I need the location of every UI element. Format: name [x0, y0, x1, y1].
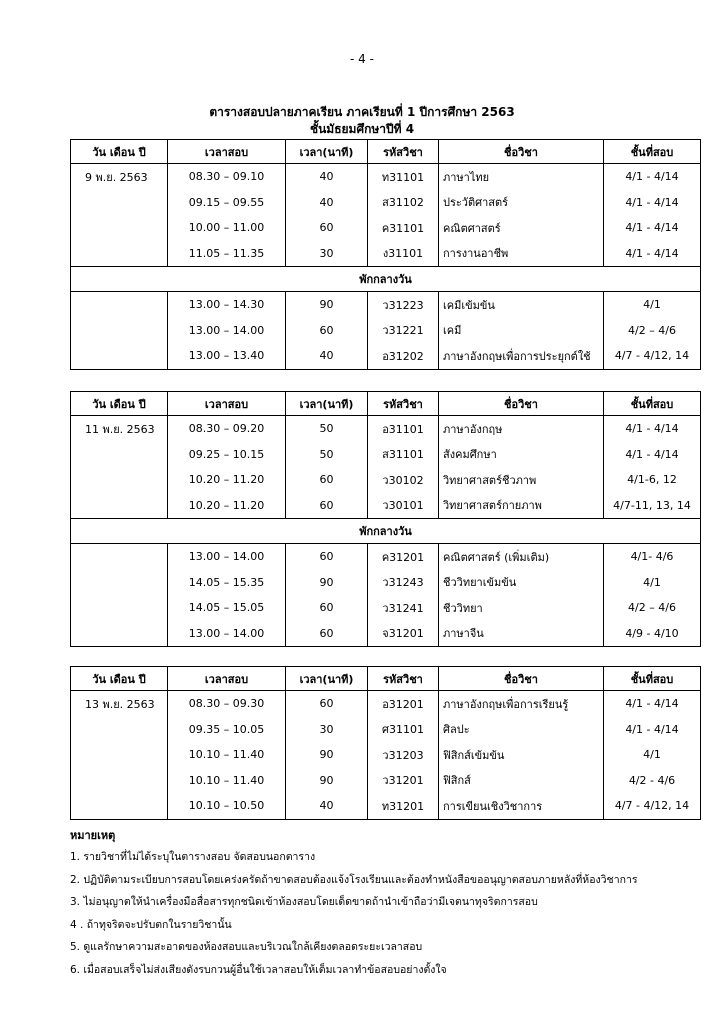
exam-minutes: 30: [286, 717, 368, 743]
table-row: [71, 717, 701, 743]
exam-classes: 4/1: [604, 570, 701, 596]
exam-time: 13.00 – 14.00: [168, 318, 286, 344]
minutes-header: เวลา(นาที): [286, 140, 368, 164]
header-row: [71, 392, 701, 416]
subject-name: การเขียนเชิงวิชาการ: [439, 793, 604, 819]
exam-time: 13.00 – 13.40: [168, 343, 286, 369]
table-row: [71, 164, 701, 190]
exam-classes: 4/1 - 4/14: [604, 164, 701, 190]
exam-classes: 4/7-11, 13, 14: [604, 493, 701, 519]
exam-minutes: 60: [286, 621, 368, 647]
lunch-break-row: [71, 267, 701, 292]
exam-time: 08.30 – 09.10: [168, 164, 286, 190]
table-row: [71, 343, 701, 369]
exam-minutes: 40: [286, 343, 368, 369]
subject-name: ภาษาไทย: [439, 164, 604, 190]
subject-name: ฟิสิกส์เข้มข้น: [439, 742, 604, 768]
exam-time: 10.10 – 11.40: [168, 768, 286, 794]
table-row: [71, 190, 701, 216]
exam-time: 14.05 – 15.35: [168, 570, 286, 596]
code-header: รหัสวิชา: [368, 392, 439, 416]
subject-name: ฟิสิกส์: [439, 768, 604, 794]
exam-minutes: 60: [286, 691, 368, 717]
subject-code: ว30102: [368, 467, 439, 493]
time-header: เวลาสอบ: [168, 392, 286, 416]
exam-date: [71, 493, 168, 519]
exam-date: [71, 467, 168, 493]
subject-name: ศิลปะ: [439, 717, 604, 743]
exam-minutes: 50: [286, 416, 368, 442]
exam-minutes: 30: [286, 241, 368, 267]
subject-name: เคมีเข้มข้น: [439, 292, 604, 318]
subject-code: ค31201: [368, 544, 439, 570]
subject-name: วิทยาศาสตร์ชีวภาพ: [439, 467, 604, 493]
exam-minutes: 40: [286, 164, 368, 190]
exam-date: [71, 793, 168, 819]
exam-date: [71, 544, 168, 570]
subject-name: คณิตศาสตร์ (เพิ่มเติม): [439, 544, 604, 570]
exam-classes: 4/2 – 4/6: [604, 318, 701, 344]
subject-name: ชีววิทยาเข้มข้น: [439, 570, 604, 596]
table-row: [71, 318, 701, 344]
note-item: 6. เมื่อสอบเสร็จไม่ส่งเสียงดังรบกวนผู้อื่นใช้เวลาสอบให้เต็มเวลาทำข้อสอบอย่างตั้งใจ: [70, 963, 447, 976]
exam-time: 13.00 – 14.00: [168, 544, 286, 570]
date-header: วัน เดือน ปี: [71, 392, 168, 416]
classes-header: ชั้นที่สอบ: [604, 667, 701, 691]
exam-classes: 4/7 - 4/12, 14: [604, 793, 701, 819]
exam-classes: 4/1: [604, 742, 701, 768]
subject-name: ประวัติศาสตร์: [439, 190, 604, 216]
exam-classes: 4/7 - 4/12, 14: [604, 343, 701, 369]
exam-time: 09.35 – 10.05: [168, 717, 286, 743]
table-row: [71, 768, 701, 794]
exam-classes: 4/1 - 4/14: [604, 416, 701, 442]
date-header: วัน เดือน ปี: [71, 667, 168, 691]
subject-code: ค31101: [368, 215, 439, 241]
exam-classes: 4/1 - 4/14: [604, 241, 701, 267]
subject-name: การงานอาชีพ: [439, 241, 604, 267]
subject-header: ชื่อวิชา: [439, 392, 604, 416]
lunch-break-label: พักกลางวัน: [71, 519, 701, 544]
grade-level-title: ชั้นมัธยมศึกษาปีที่ 4: [309, 122, 415, 136]
subject-code: อ31202: [368, 343, 439, 369]
exam-date: [71, 241, 168, 267]
exam-date: [71, 190, 168, 216]
exam-minutes: 90: [286, 768, 368, 794]
subject-name: สังคมศึกษา: [439, 442, 604, 468]
exam-classes: 4/9 - 4/10: [604, 621, 701, 647]
subject-name: ชีววิทยา: [439, 595, 604, 621]
exam-table-2: [70, 391, 701, 647]
exam-date: [71, 215, 168, 241]
exam-time: 13.00 – 14.00: [168, 621, 286, 647]
notes-list: [70, 846, 710, 981]
exam-date: [71, 595, 168, 621]
subject-name: คณิตศาสตร์: [439, 215, 604, 241]
exam-classes: 4/2 – 4/6: [604, 595, 701, 621]
exam-minutes: 60: [286, 544, 368, 570]
table-row: [71, 544, 701, 570]
exam-minutes: 60: [286, 467, 368, 493]
subject-code: ส31102: [368, 190, 439, 216]
subject-code: ท31101: [368, 164, 439, 190]
exam-time: 14.05 – 15.05: [168, 595, 286, 621]
note-item: 1. รายวิชาที่ไม่ได้ระบุในตารางสอบ จัดสอบนอกตาราง: [70, 851, 316, 863]
table-row: [71, 467, 701, 493]
exam-date: 13 พ.ย. 2563: [71, 691, 168, 717]
time-header: เวลาสอบ: [168, 667, 286, 691]
exam-date: [71, 717, 168, 743]
exam-classes: 4/1 - 4/14: [604, 442, 701, 468]
code-header: รหัสวิชา: [368, 140, 439, 164]
table-row: [71, 215, 701, 241]
subject-code: อ31201: [368, 691, 439, 717]
exam-time: 09.25 – 10.15: [168, 442, 286, 468]
exam-classes: 4/1-6, 12: [604, 467, 701, 493]
table-row: [71, 241, 701, 267]
exam-time: 09.15 – 09.55: [168, 190, 286, 216]
exam-table-1: [70, 139, 701, 370]
subject-code: ว31223: [368, 292, 439, 318]
table-row: [71, 493, 701, 519]
exam-date: [71, 318, 168, 344]
subject-code: ท31201: [368, 793, 439, 819]
table-row: [71, 742, 701, 768]
exam-minutes: 60: [286, 318, 368, 344]
subject-code: ศ31101: [368, 717, 439, 743]
subject-code: ว31203: [368, 742, 439, 768]
table-row: [71, 595, 701, 621]
code-header: รหัสวิชา: [368, 667, 439, 691]
exam-minutes: 60: [286, 595, 368, 621]
minutes-header: เวลา(นาที): [286, 667, 368, 691]
exam-classes: 4/1: [604, 292, 701, 318]
date-header: วัน เดือน ปี: [71, 140, 168, 164]
subject-code: ว31201: [368, 768, 439, 794]
subject-name: เคมี: [439, 318, 604, 344]
subject-code: ง31101: [368, 241, 439, 267]
subject-name: ภาษาจีน: [439, 621, 604, 647]
exam-time: 10.10 – 11.40: [168, 742, 286, 768]
subject-header: ชื่อวิชา: [439, 140, 604, 164]
exam-minutes: 40: [286, 793, 368, 819]
note-item: 2. ปฏิบัติตามระเบียบการสอบโดยเคร่งครัดถ้าขาดสอบต้องแจ้งโรงเรียนและต้องทำหนังสือขออนุญาตสอบภายหลังที่ห้องวิชาการ: [70, 873, 638, 886]
exam-minutes: 90: [286, 742, 368, 768]
table-row: [71, 416, 701, 442]
subject-name: ภาษาอังกฤษเพื่อการเรียนรู้: [439, 691, 604, 717]
table-row: [71, 292, 701, 318]
exam-date: [71, 442, 168, 468]
notes-title: หมายเหตุ: [70, 829, 116, 842]
exam-date: [71, 768, 168, 794]
exam-minutes: 60: [286, 215, 368, 241]
exam-date: [71, 292, 168, 318]
table-row: [71, 691, 701, 717]
subject-code: ว30101: [368, 493, 439, 519]
exam-time: 08.30 – 09.20: [168, 416, 286, 442]
exam-classes: 4/1 - 4/14: [604, 190, 701, 216]
subject-code: ส31101: [368, 442, 439, 468]
table-row: [71, 793, 701, 819]
table-row: [71, 621, 701, 647]
lunch-break-label: พักกลางวัน: [71, 267, 701, 292]
exam-date: 11 พ.ย. 2563: [71, 416, 168, 442]
subject-code: ว31243: [368, 570, 439, 596]
exam-classes: 4/1 - 4/14: [604, 691, 701, 717]
exam-classes: 4/1 - 4/14: [604, 717, 701, 743]
lunch-break-row: [71, 519, 701, 544]
exam-classes: 4/1- 4/6: [604, 544, 701, 570]
exam-time: 10.10 – 10.50: [168, 793, 286, 819]
exam-time: 10.20 – 11.20: [168, 467, 286, 493]
table-row: [71, 570, 701, 596]
exam-time: 13.00 – 14.30: [168, 292, 286, 318]
subject-name: วิทยาศาสตร์กายภาพ: [439, 493, 604, 519]
subject-header: ชื่อวิชา: [439, 667, 604, 691]
exam-date: [71, 742, 168, 768]
exam-time: 10.20 – 11.20: [168, 493, 286, 519]
classes-header: ชั้นที่สอบ: [604, 140, 701, 164]
subject-name: ภาษาอังกฤษเพื่อการประยุกต์ใช้: [439, 343, 604, 369]
exam-date: 9 พ.ย. 2563: [71, 164, 168, 190]
exam-table-3: [70, 666, 701, 820]
minutes-header: เวลา(นาที): [286, 392, 368, 416]
header-row: [71, 667, 701, 691]
subject-code: ว31241: [368, 595, 439, 621]
exam-date: [71, 621, 168, 647]
schedule-title: ตารางสอบปลายภาคเรียน ภาคเรียนที่ 1 ปีการศึกษา 2563: [209, 105, 515, 119]
exam-minutes: 90: [286, 292, 368, 318]
note-item: 3. ไม่อนุญาตให้นำเครื่องมือสื่อสารทุกชนิดเข้าห้องสอบโดยเด็ดขาดถ้านำเข้าถือว่ามีเจตนาทุจริตการสอบ: [70, 896, 538, 908]
exam-time: 10.00 – 11.00: [168, 215, 286, 241]
page-number: - 4 -: [350, 52, 374, 66]
exam-minutes: 60: [286, 493, 368, 519]
exam-minutes: 50: [286, 442, 368, 468]
table-row: [71, 442, 701, 468]
exam-time: 11.05 – 11.35: [168, 241, 286, 267]
exam-date: [71, 343, 168, 369]
subject-code: อ31101: [368, 416, 439, 442]
note-item: 5. ดูแลรักษาความสะอาดของห้องสอบและบริเวณใกล้เคียงตลอดระยะเวลาสอบ: [70, 941, 423, 953]
subject-code: จ31201: [368, 621, 439, 647]
header-row: [71, 140, 701, 164]
subject-name: ภาษาอังกฤษ: [439, 416, 604, 442]
note-item: 4 . ถ้าทุจริตจะปรับตกในรายวิชานั้น: [70, 918, 232, 931]
exam-date: [71, 570, 168, 596]
subject-code: ว31221: [368, 318, 439, 344]
exam-minutes: 90: [286, 570, 368, 596]
exam-classes: 4/2 - 4/6: [604, 768, 701, 794]
exam-time: 08.30 – 09.30: [168, 691, 286, 717]
time-header: เวลาสอบ: [168, 140, 286, 164]
exam-classes: 4/1 - 4/14: [604, 215, 701, 241]
exam-minutes: 40: [286, 190, 368, 216]
classes-header: ชั้นที่สอบ: [604, 392, 701, 416]
